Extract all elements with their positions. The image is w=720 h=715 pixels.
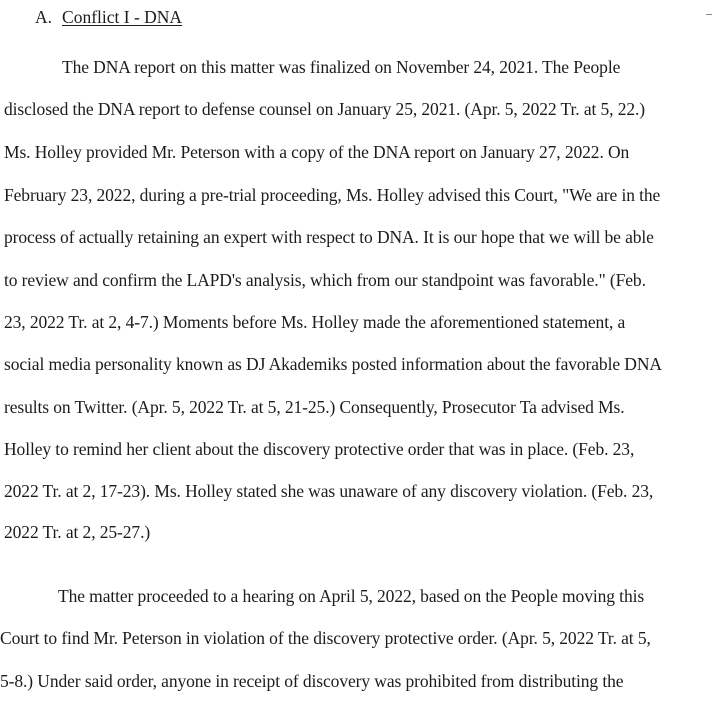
paragraph-1-line-5: process of actually retaining an expert with respect to DNA. It is our hope that we will be able [4, 227, 654, 247]
section-heading [35, 6, 182, 28]
paragraph-1-line-10: Holley to remind her client about the discovery protective order that was in place. (Feb. 23, [4, 439, 635, 459]
paragraph-1-line-6: to review and confirm the LAPD's analysis, which from our standpoint was favorable." (Feb. [4, 270, 646, 290]
section-letter: A. [35, 7, 53, 27]
paragraph-1-line-4: February 23, 2022, during a pre-trial proceeding, Ms. Holley advised this Court, "We are in the [4, 185, 661, 205]
paragraph-1-line-8: social media personality known as DJ Akademiks posted information about the favorable DNA [4, 354, 662, 374]
paragraph-1-line-1: The DNA report on this matter was finalized on November 24, 2021. The People [62, 57, 621, 77]
paragraph-1-line-3: Ms. Holley provided Mr. Peterson with a copy of the DNA report on January 27, 2022. On [4, 142, 630, 162]
paragraph-2-line-2: Court to find Mr. Peterson in violation of the discovery protective order. (Apr. 5, 2022 Tr. at 5, [0, 628, 651, 648]
paragraph-1-line-2: disclosed the DNA report to defense counsel on January 25, 2021. (Apr. 5, 2022 Tr. at 5, 22.) [4, 99, 646, 119]
paragraph-2-line-1: The matter proceeded to a hearing on April 5, 2022, based on the People moving this [58, 586, 645, 606]
scan-mark [706, 14, 712, 15]
paragraph-2-line-3: 5-8.) Under said order, anyone in receipt of discovery was prohibited from distributing the [0, 671, 624, 691]
paragraph-1-line-11: 2022 Tr. at 2, 17-23). Ms. Holley stated she was unaware of any discovery violation. (Feb. 23, [4, 481, 654, 501]
paragraph-1-line-9: results on Twitter. (Apr. 5, 2022 Tr. at 5, 21-25.) Consequently, Prosecutor Ta advised Ms. [4, 397, 625, 417]
section-title: Conflict I - DNA [62, 7, 183, 27]
paragraph-1-line-7: 23, 2022 Tr. at 2, 4-7.) Moments before Ms. Holley made the aforementioned statement, a [4, 312, 626, 332]
paragraph-1-line-12: 2022 Tr. at 2, 25-27.) [4, 522, 151, 542]
